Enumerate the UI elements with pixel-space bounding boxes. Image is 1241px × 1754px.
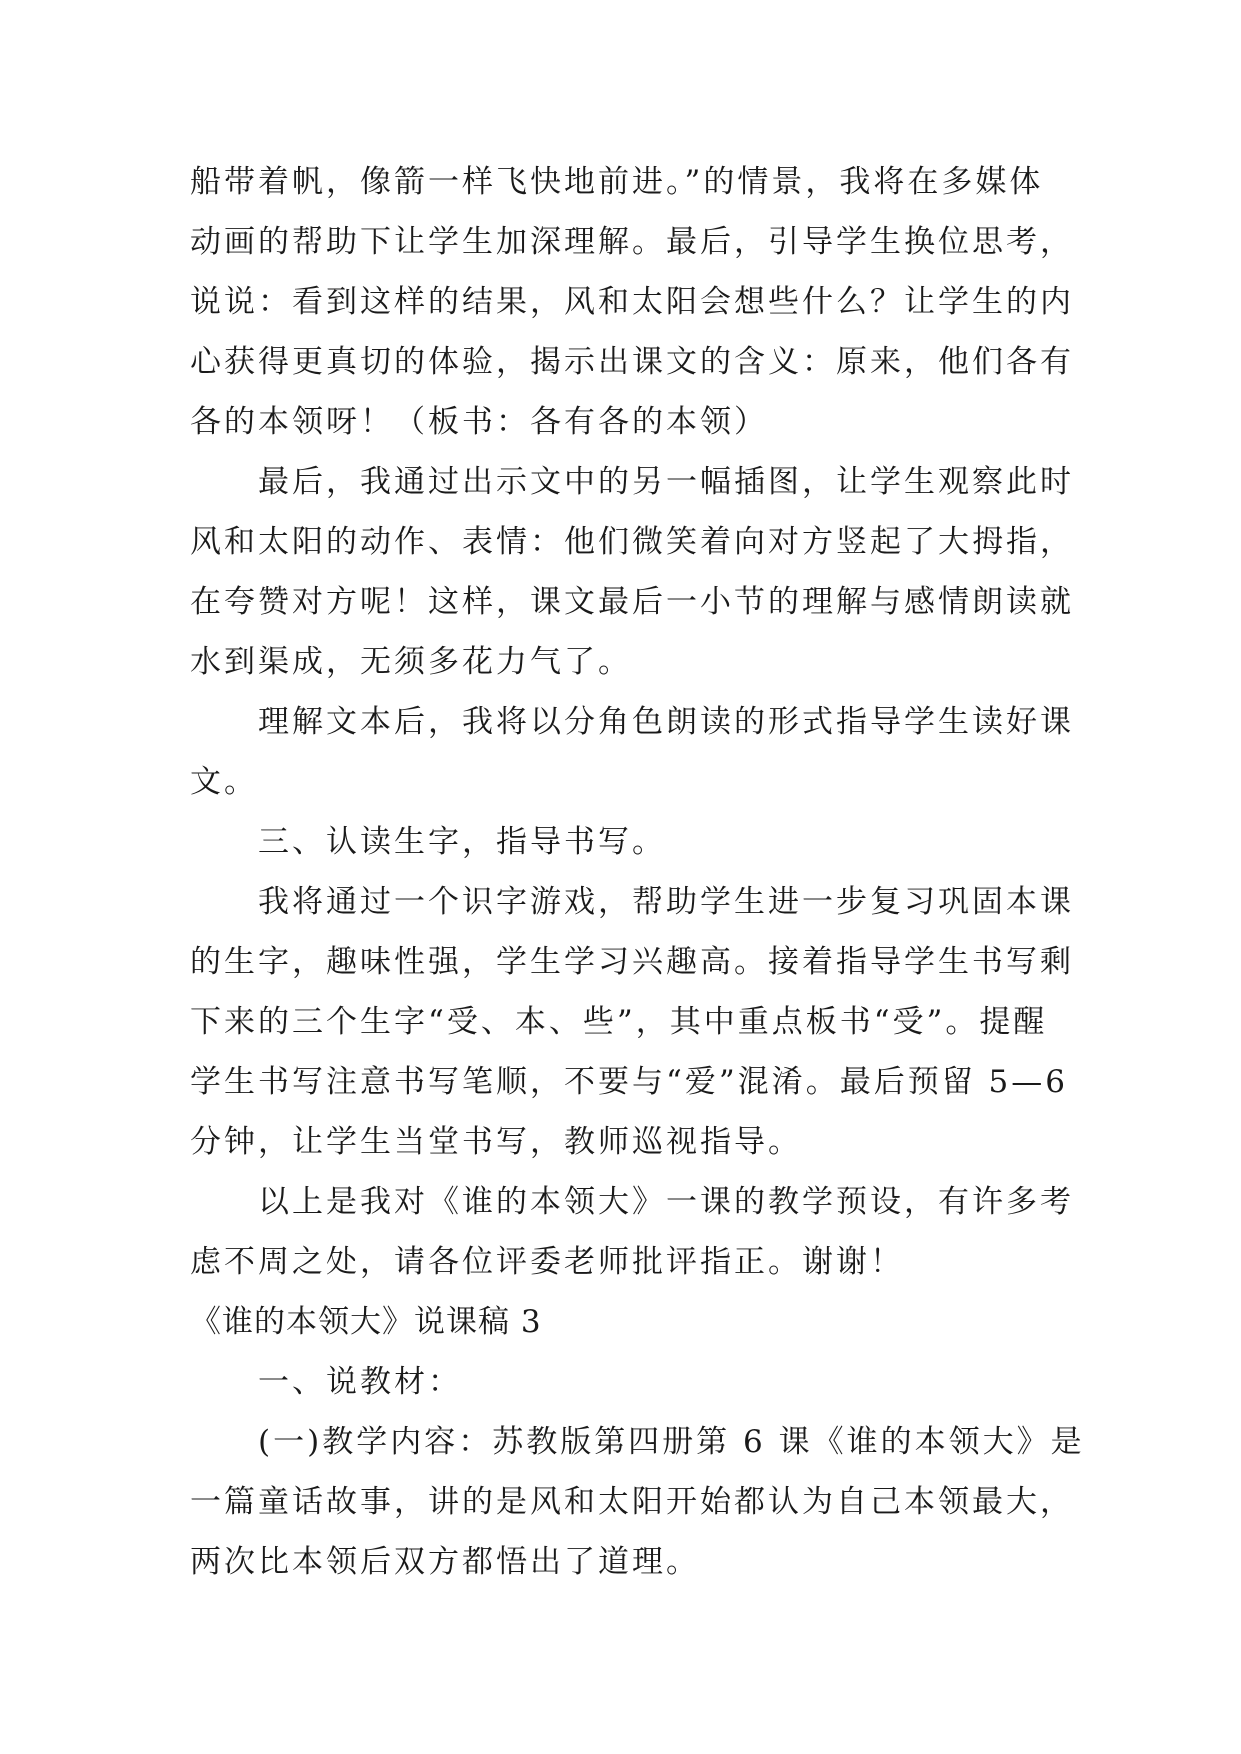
text-line: 在夸赞对方呢！这样，课文最后一小节的理解与感情朗读就 (190, 584, 1074, 620)
text-line: 下来的三个生字“受、本、些”，其中重点板书“受”。提醒 (190, 1004, 1048, 1040)
document-title: 《谁的本领大》说课稿 3 (190, 1304, 542, 1340)
text-line: 各的本领呀！（板书：各有各的本领） (190, 404, 768, 440)
text-line: 动画的帮助下让学生加深理解。最后，引导学生换位思考， (190, 224, 1074, 260)
text-line: 一篇童话故事，讲的是风和太阳开始都认为自己本领最大， (190, 1484, 1074, 1520)
text-line: 学生书写注意书写笔顺，不要与“爱”混淆。最后预留 5—6 (190, 1064, 1068, 1100)
text-line: 虑不周之处，请各位评委老师批评指正。谢谢！ (190, 1244, 904, 1280)
section-heading: 三、认读生字，指导书写。 (258, 824, 666, 860)
text-line: 分钟，让学生当堂书写，教师巡视指导。 (190, 1124, 802, 1160)
paragraph-start-line: 最后，我通过出示文中的另一幅插图，让学生观察此时 (258, 464, 1074, 500)
text-line: 水到渠成，无须多花力气了。 (190, 644, 632, 680)
paragraph-start-line: 以上是我对《谁的本领大》一课的教学预设，有许多考 (258, 1184, 1074, 1220)
text-line: 文。 (190, 764, 258, 800)
paragraph-start-line: (一)教学内容：苏教版第四册第 6 课《谁的本领大》是 (258, 1424, 1085, 1460)
text-line: 心获得更真切的体验，揭示出课文的含义：原来，他们各有 (190, 344, 1074, 380)
section-heading: 一、说教材： (258, 1364, 462, 1400)
text-line: 说说：看到这样的结果，风和太阳会想些什么？让学生的内 (190, 284, 1074, 320)
text-line: 船带着帆，像箭一样飞快地前进。”的情景，我将在多媒体 (190, 164, 1044, 200)
text-line: 的生字，趣味性强，学生学习兴趣高。接着指导学生书写剩 (190, 944, 1074, 980)
paragraph-start-line: 理解文本后，我将以分角色朗读的形式指导学生读好课 (258, 704, 1074, 740)
paragraph-start-line: 我将通过一个识字游戏，帮助学生进一步复习巩固本课 (258, 884, 1074, 920)
text-line: 风和太阳的动作、表情：他们微笑着向对方竖起了大拇指， (190, 524, 1074, 560)
text-line: 两次比本领后双方都悟出了道理。 (190, 1544, 700, 1580)
document-page (190, 152, 1085, 1592)
